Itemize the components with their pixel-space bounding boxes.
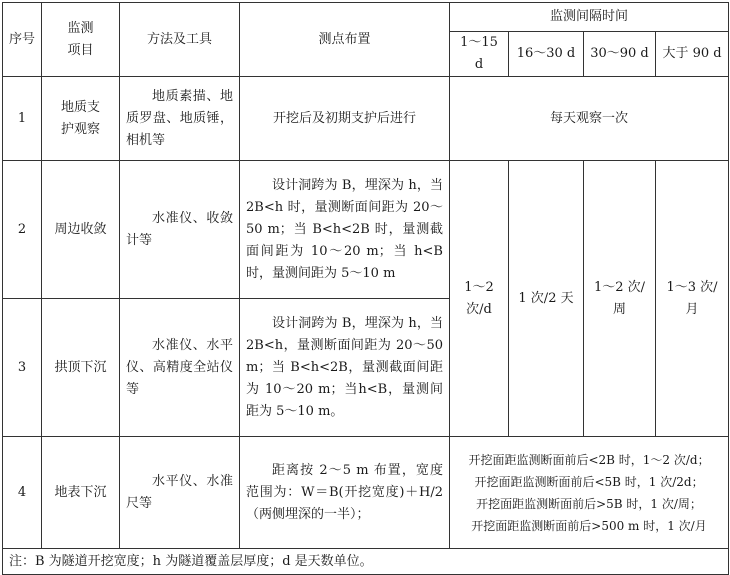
table-row: [3, 161, 729, 299]
table-row: [3, 437, 729, 549]
row-item: 周边收敛: [42, 161, 120, 299]
row-point: 开挖后及初期支护后进行: [240, 77, 450, 161]
row-item: 地表下沉: [42, 437, 120, 549]
shared-interval: 1～3 次/月: [656, 161, 729, 437]
table-row: [3, 77, 729, 161]
table-note: 注：B 为隧道开挖宽度；h 为隧道覆盖层厚度；d 是天数单位。: [3, 549, 729, 575]
header-interval-col: 大于 90 d: [656, 32, 729, 77]
shared-interval: 1 次/2 天: [509, 161, 584, 437]
header-method: 方法及工具: [120, 3, 240, 77]
monitoring-table: [2, 2, 729, 575]
row-seq: 4: [3, 437, 42, 549]
header-interval-col: 16～30 d: [509, 32, 584, 77]
row-interval: 开挖面距监测断面前后<2B 时，1～2 次/d； 开挖面距监测断面前后<5B 时，1 次/2d； 开挖面距监测断面前后>5B 时，1 次/周； 开挖面距监测断面前后>500 m 时，1 次/月: [450, 437, 729, 549]
shared-interval: 1～2 次/d: [450, 161, 509, 437]
row-method: 水准仪、收敛计等: [120, 161, 240, 299]
row-method: 水平仪、水准尺等: [120, 437, 240, 549]
row-method: 水准仪、水平仪、高精度全站仪等: [120, 299, 240, 437]
header-item: 监测 项目: [42, 3, 120, 77]
row-item: 地质支 护观察: [42, 77, 120, 161]
header-point: 测点布置: [240, 3, 450, 77]
row-point: 距离按 2～5 m 布置，宽度范围为：W＝B(开挖宽度)＋H/2（两侧埋深的一半）；: [240, 437, 450, 549]
row-interval: 每天观察一次: [450, 77, 729, 161]
header-interval-col: 1～15 d: [450, 32, 509, 77]
shared-interval: 1～2 次/周: [584, 161, 656, 437]
row-seq: 3: [3, 299, 42, 437]
header-interval: 监测间隔时间: [450, 3, 729, 32]
row-item: 拱顶下沉: [42, 299, 120, 437]
row-seq: 1: [3, 77, 42, 161]
row-method: 地质素描、地质罗盘、地质锤，相机等: [120, 77, 240, 161]
header-seq: 序号: [3, 3, 42, 77]
row-seq: 2: [3, 161, 42, 299]
row-point: 设计洞跨为 B，埋深为 h，当 2B<h 时，量测断面间距为 20～50 m；当 B<h<2B 时，量测截面间距为 10～20 m；当 h<B 时，量测间距为 5～10 m: [240, 161, 450, 299]
row-point: 设计洞跨为 B，埋深为 h，当 2B<h，量测断面间距为 20～50 m；当 B<h<2B，量测截面间距为 10～20 m；当h<B，量测间距为 5～10 m。: [240, 299, 450, 437]
header-interval-col: 30～90 d: [584, 32, 656, 77]
